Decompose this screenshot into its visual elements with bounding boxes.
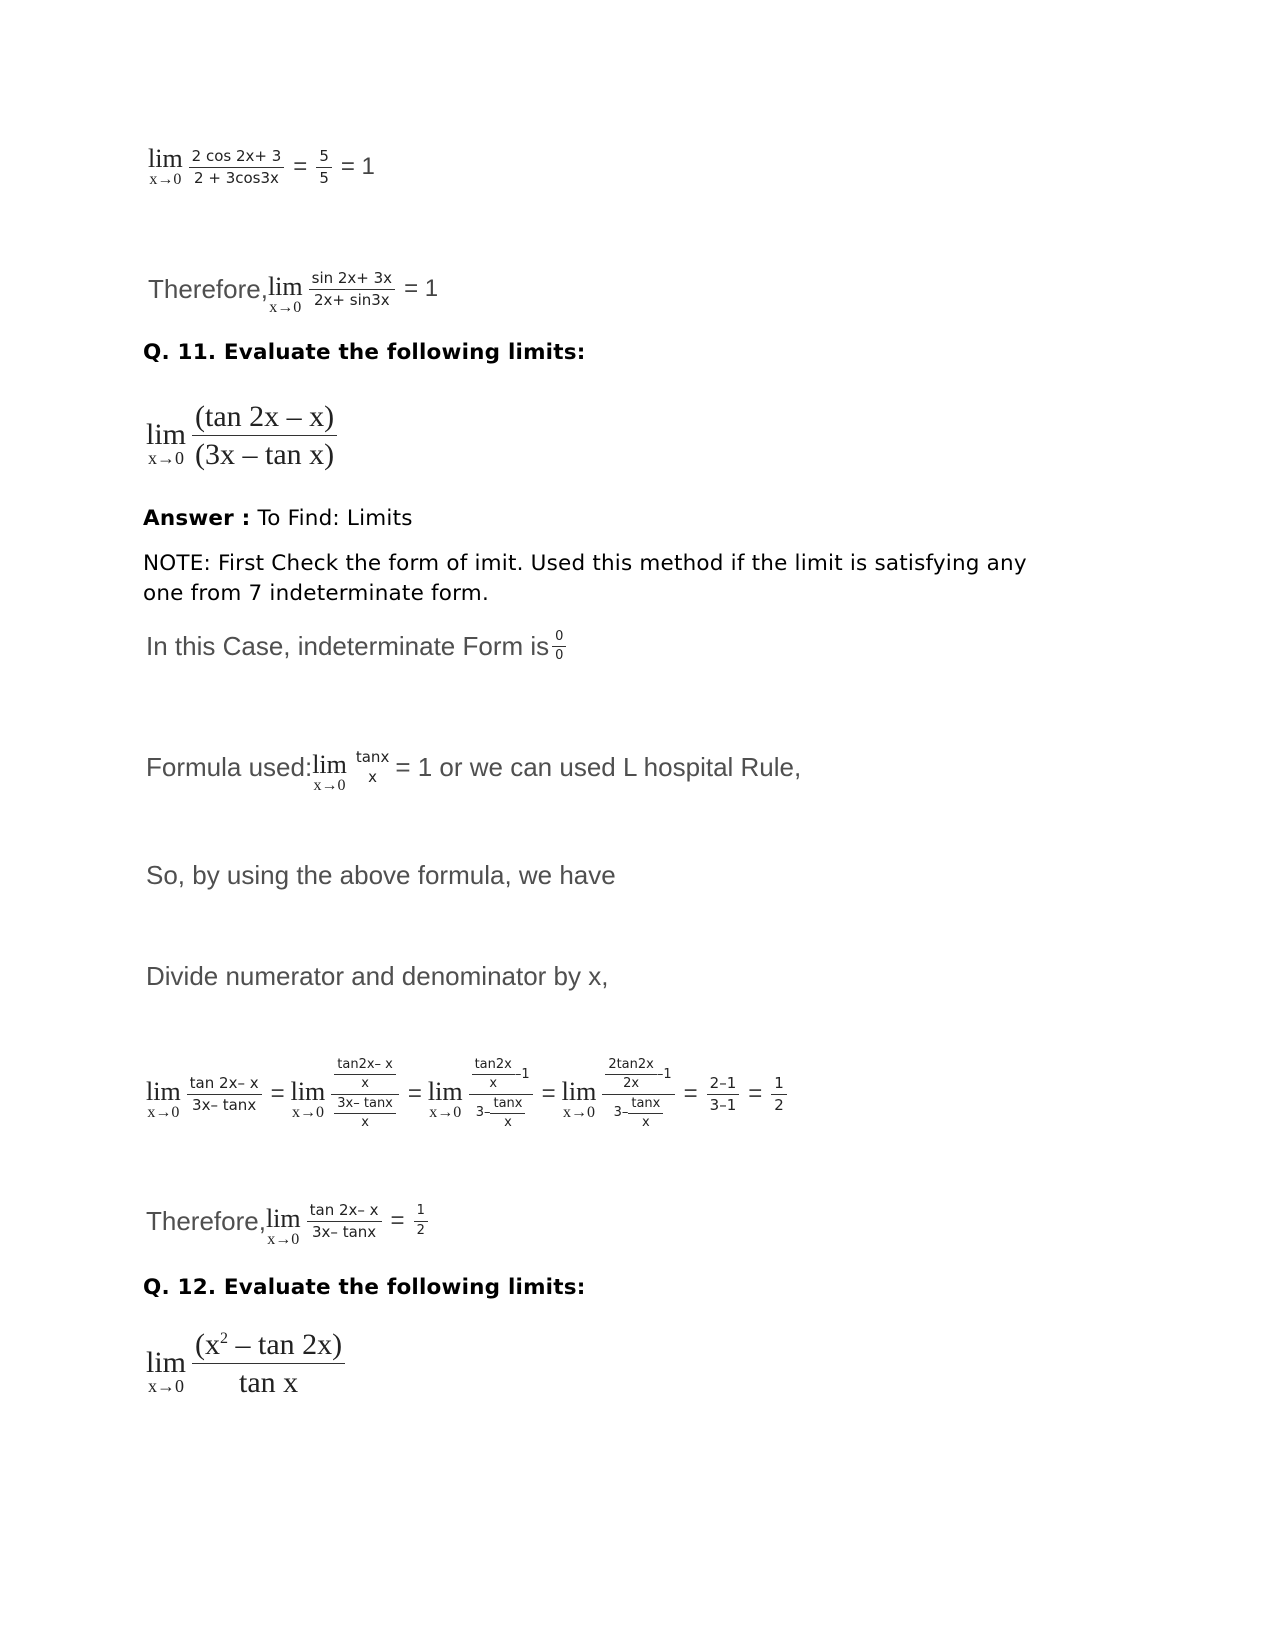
fraction-step-2: $\frac{\frac{\tan 2x- x}{x}}{\frac{3x- \tan x}{x}}$ [331,1058,399,1130]
lim-operator: lim x→0 [146,1077,181,1122]
question-12-heading: Q. 12. Evaluate the following limits: [143,1275,586,1300]
fraction-step-5: $\frac{2-1}{3-1}$ [707,1075,740,1113]
therefore-expression-1: Therefore, lim x→0 $\frac{\sin 2x+ 3x}{2x+ \sin 3x}$ = 1 [148,269,439,316]
lim-operator: lim x→0 [267,272,303,316]
lim-operator: lim x→0 [148,144,183,188]
fraction-zero-over-zero: $\frac{0}{0}$ [552,630,566,664]
fraction: $\frac{(x^2 - \tan 2x)}{\text{tan x}}$ [192,1328,345,1399]
lim-operator: lim x→0 [312,750,347,794]
indeterminate-form-line: In this Case, indeterminate Form is $\frac{0}{0}$ [146,630,569,664]
fraction-step-4: $\frac{2\tan 2x}{2x}$ –1 3– $\frac{\tan x}{x}$ [602,1058,674,1130]
limit-expression-1: lim x→0 $\frac{2 \cos 2x+ 3}{2 + 3\cos 3x}$ = $\frac{5}{5}$ = 1 [148,144,375,188]
answer-label: Answer : [143,506,251,531]
fraction-step-3: $\frac{\tan 2x}{x}$ –1 3– $\frac{\tan x}{x}$ [469,1058,533,1130]
lim-operator: lim x→0 [265,1204,301,1248]
fraction: $\frac{\sin 2x+ 3x}{2x+ \sin 3x}$ [309,270,395,308]
fraction-step-6: $\frac{1}{2}$ [771,1075,787,1113]
limit-evaluation-chain: lim x→0 $\frac{\tan 2x- x}{3x- \tan x}$ = lim x→0 $\frac{\frac{\tan 2x- x}{x}}{\frac{3x- \tan x}{x}}$ = lim x→0 $\frac{\tan 2x}{x}$ –1 3– $\frac{\tan x}{x}$ = lim x→0 $\frac{2\tan 2x}{2x}$ –1 3– $\frac{\tan x}{x}$ = $\frac{2-1}{3-1}$ = $\frac{1}{2}$ [146,1058,790,1130]
fraction-step-1: $\frac{\tan 2x- x}{3x- \tan x}$ [187,1075,262,1113]
fraction-result: $\frac{5}{5}$ [316,148,332,186]
note-paragraph: NOTE: First Check the form of imit. Used this method if the limit is satisfying any one from 7 indeterminate form. [143,551,1027,606]
fraction: tanx x [355,747,390,786]
lim-operator: lim x→0 [290,1077,326,1122]
question-11-heading: Q. 11. Evaluate the following limits: [143,340,586,365]
question-12-expression [146,1328,348,1399]
formula-used-line: Formula used: lim x→0 tanx x = 1 or we can used L hospital Rule, [146,747,802,794]
lim-operator: lim x→0 [146,1345,187,1396]
answer-text: To Find: Limits [250,506,413,531]
lim-operator: lim x→0 [561,1077,597,1122]
divide-line: Divide numerator and denominator by x, [146,961,609,991]
fraction-result: $\frac{1}{2}$ [414,1204,428,1238]
fraction: $\frac{(\tan 2x - x)}{\text{(3x – tan x)}}$ [192,400,337,471]
so-line: So, by using the above formula, we have [146,860,616,890]
lim-operator: lim x→0 [427,1077,463,1122]
therefore-expression-2: Therefore, lim x→0 $\frac{\tan 2x- x}{3x- \tan x}$ = $\frac{1}{2}$ [146,1194,431,1248]
answer-line [143,506,413,531]
fraction: $\frac{2 \cos 2x+ 3}{2 + 3\cos 3x}$ [189,148,285,186]
lim-operator: lim x→0 [146,417,187,468]
fraction: $\frac{\tan 2x- x}{3x- \tan x}$ [307,1202,382,1240]
question-11-expression [146,400,340,471]
